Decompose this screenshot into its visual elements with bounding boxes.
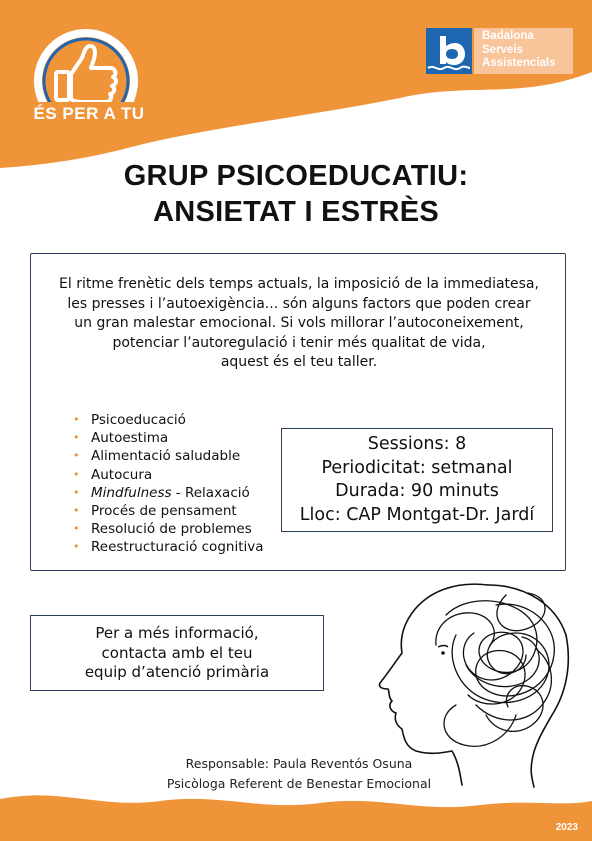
responsible-name: Responsable: Paula Reventós Osuna — [185, 756, 413, 771]
bullet-icon: • — [73, 467, 80, 481]
intro-line-2: les presses i l’autoexigència... són alguns factors que poden crear — [67, 295, 531, 312]
sessions-details-box — [281, 428, 553, 532]
list-item: • Autocura — [73, 466, 153, 483]
bullet-icon: • — [73, 540, 80, 554]
bullet-icon: • — [73, 485, 80, 499]
org-line-2: Serveis — [482, 43, 523, 56]
title-line-1: GRUP PSICOEDUCATIU: — [123, 160, 469, 192]
contact-line-2: contacta amb el teu — [101, 643, 253, 662]
contact-line-3: equip d’atenció primària — [84, 663, 270, 681]
sessions-frequency: Periodicitat: setmanal — [321, 457, 513, 478]
b-letter-icon — [426, 28, 472, 74]
list-item: • Procés de pensament — [73, 503, 237, 520]
title-line-2: ANSIETAT I ESTRÈS — [153, 196, 439, 228]
intro-line-3: un gran malestar emocional. Si vols millorar l’autoconeixement, — [74, 315, 524, 331]
campaign-name: ÉS PER A TU — [33, 104, 145, 123]
intro-line-4: potenciar l’autoregulació i tenir més qualitat de vida, — [112, 334, 486, 351]
bullet-icon: • — [73, 504, 80, 518]
sessions-duration: Durada: 90 minuts — [335, 481, 499, 501]
responsible-role: Psicòloga Referent de Benestar Emocional — [166, 776, 432, 791]
list-item: • Autoestima — [73, 430, 169, 447]
list-item: • Alimentació saludable — [73, 448, 241, 465]
bullet-icon: • — [73, 449, 80, 463]
organization-name — [474, 28, 573, 74]
bottom-orange-band — [0, 785, 592, 841]
intro-line-5: aquest és el teu taller. — [220, 354, 378, 370]
sessions-count: Sessions: 8 — [367, 434, 467, 454]
list-item: • Reestructuració cognitiva — [73, 539, 264, 556]
intro-paragraph — [44, 275, 554, 373]
year-label: 2023 — [555, 822, 578, 833]
bullet-icon: • — [73, 413, 80, 426]
page-title — [60, 158, 532, 230]
sessions-location: Lloc: CAP Montgat-Dr. Jardí — [299, 504, 535, 525]
list-item: • Resolució de problemes — [73, 521, 252, 538]
topics-list — [72, 411, 264, 557]
bullet-icon: • — [73, 431, 80, 445]
org-line-3: Assistencials — [482, 57, 556, 69]
badalona-b-logo — [426, 28, 472, 74]
contact-line-1: Per a més informació, — [95, 624, 259, 642]
intro-line-1: El ritme frenètic dels temps actuals, la imposició de la immediatesa, — [59, 276, 539, 292]
contact-box — [30, 615, 324, 691]
bullet-icon: • — [73, 522, 80, 536]
list-item: • Mindfulness - Relaxació — [73, 484, 250, 501]
org-line-1: Badalona — [482, 30, 534, 42]
list-item: • Psicoeducació — [73, 412, 186, 428]
